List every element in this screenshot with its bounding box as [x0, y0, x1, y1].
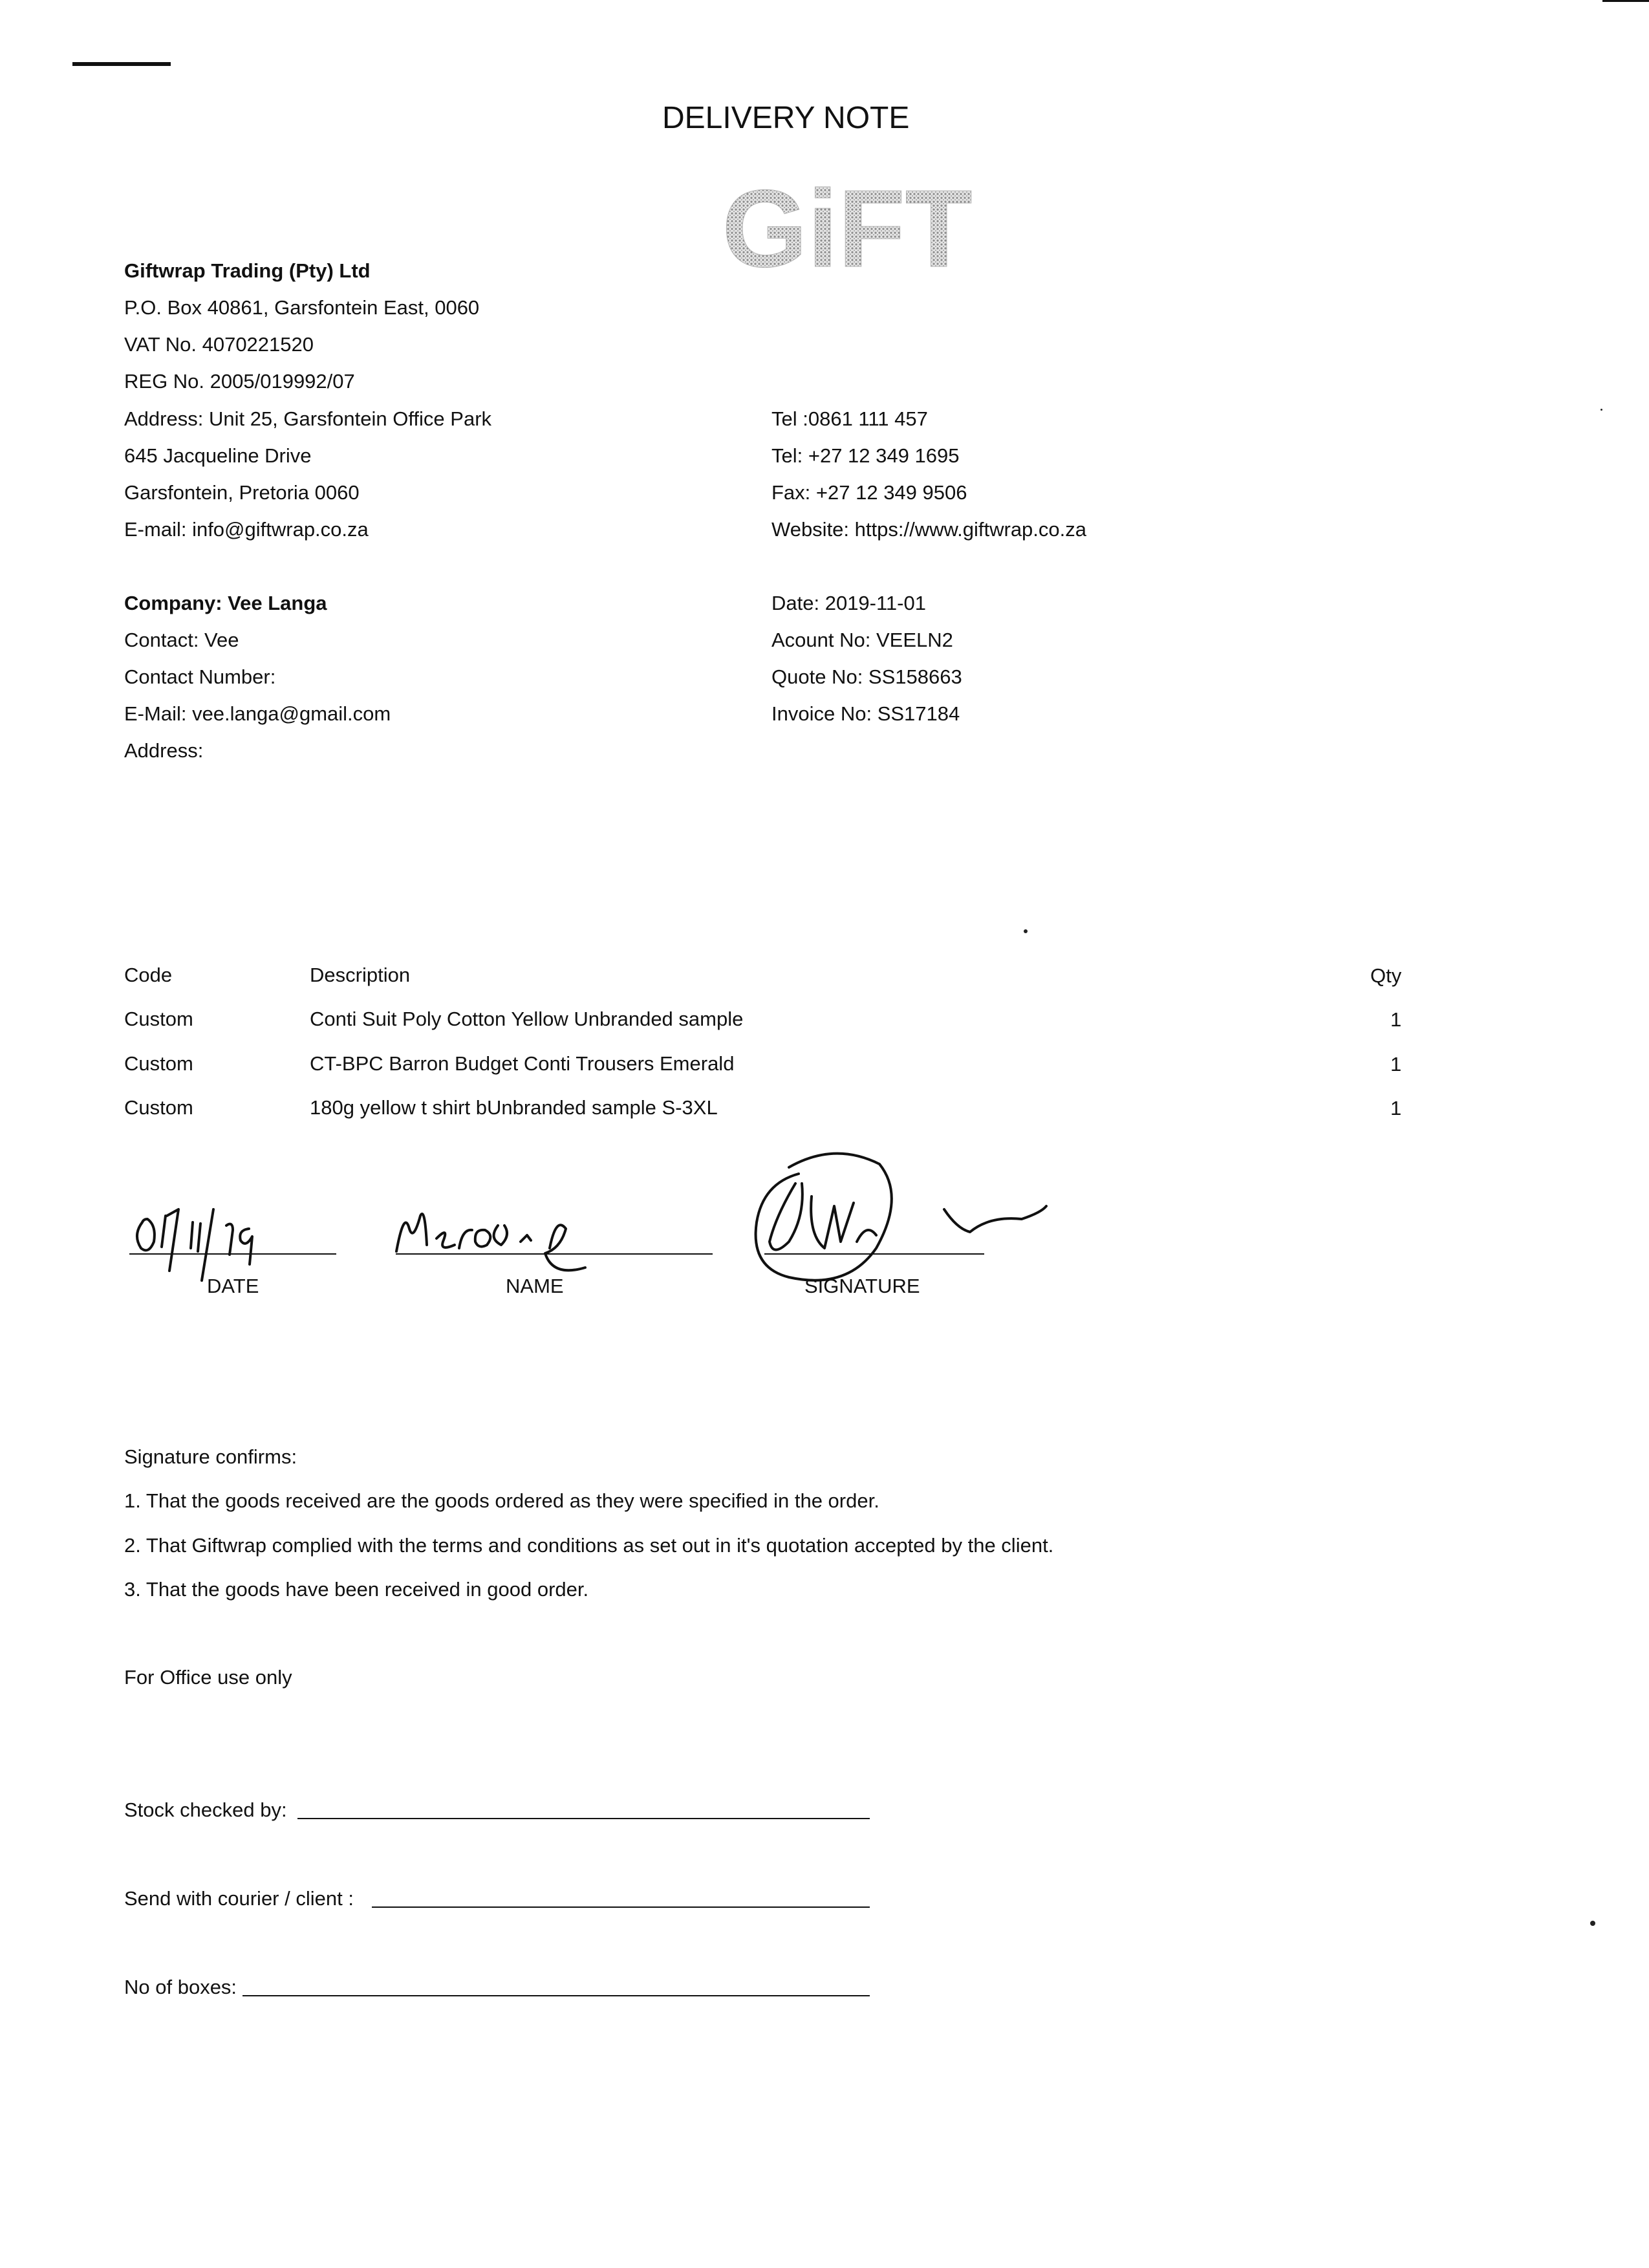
signature-line	[764, 1253, 984, 1255]
row-description: 180g yellow t shirt bUnbranded sample S-3XL	[310, 1096, 718, 1119]
doc-date: Date: 2019-11-01	[771, 592, 926, 614]
supplier-reg: REG No. 2005/019992/07	[124, 370, 355, 393]
scan-mark-top-left	[72, 62, 171, 66]
name-label: NAME	[506, 1275, 564, 1297]
svg-text:GiFT: GiFT	[722, 167, 973, 290]
office-use-heading: For Office use only	[124, 1666, 292, 1689]
supplier-address-line-1: Address: Unit 25, Garsfontein Office Park	[124, 407, 492, 430]
date-signature-line	[129, 1253, 336, 1255]
name-signature-line	[396, 1253, 713, 1255]
supplier-name: Giftwrap Trading (Pty) Ltd	[124, 259, 371, 282]
supplier-po-box: P.O. Box 40861, Garsfontein East, 0060	[124, 296, 480, 319]
scan-speck	[1590, 1921, 1595, 1926]
signature-label: SIGNATURE	[804, 1275, 920, 1297]
contact-website: Website: https://www.giftwrap.co.za	[771, 518, 1087, 541]
row-description: Conti Suit Poly Cotton Yellow Unbranded sample	[310, 1008, 744, 1030]
contact-tel-2: Tel: +27 12 349 1695	[771, 444, 960, 467]
column-header-code: Code	[124, 964, 173, 986]
send-with-label: Send with courier / client :	[124, 1887, 354, 1910]
doc-invoice-no: Invoice No: SS17184	[771, 702, 960, 725]
document-title: DELIVERY NOTE	[662, 101, 910, 135]
customer-email: E-Mail: vee.langa@gmail.com	[124, 702, 391, 725]
doc-account-no: Acount No: VEELN2	[771, 629, 953, 651]
customer-company: Company: Vee Langa	[124, 592, 327, 614]
contact-tel-1: Tel :0861 111 457	[771, 407, 928, 430]
supplier-address-line-2: 645 Jacqueline Drive	[124, 444, 312, 467]
supplier-vat: VAT No. 4070221520	[124, 333, 314, 356]
confirms-item-2: 2. That Giftwrap complied with the terms and conditions as set out in it's quotation accepted by the client.	[124, 1534, 1054, 1557]
handwritten-name	[391, 1190, 663, 1280]
scan-speck	[1024, 929, 1028, 933]
column-header-description: Description	[310, 964, 411, 986]
scan-speck	[1600, 409, 1602, 411]
send-with-line	[372, 1906, 870, 1908]
no-of-boxes-label: No of boxes:	[124, 1976, 237, 1998]
supplier-email: E-mail: info@giftwrap.co.za	[124, 518, 369, 541]
handwritten-date	[129, 1190, 336, 1287]
customer-contact: Contact: Vee	[124, 629, 239, 651]
supplier-address-line-3: Garsfontein, Pretoria 0060	[124, 481, 360, 504]
column-header-qty: Qty	[1370, 964, 1402, 987]
row-qty: 1	[1390, 1053, 1402, 1075]
row-qty: 1	[1390, 1008, 1402, 1031]
row-code: Custom	[124, 1052, 193, 1075]
row-code: Custom	[124, 1096, 193, 1119]
customer-contact-number: Contact Number:	[124, 665, 276, 688]
gift-logo	[722, 167, 973, 290]
confirms-item-1: 1. That the goods received are the goods ordered as they were specified in the order.	[124, 1489, 879, 1512]
no-of-boxes-line	[242, 1995, 870, 1996]
scan-mark-top-right	[1602, 0, 1649, 2]
contact-fax: Fax: +27 12 349 9506	[771, 481, 967, 504]
stock-checked-line	[297, 1818, 870, 1819]
stock-checked-label: Stock checked by:	[124, 1798, 287, 1821]
date-label: DATE	[207, 1275, 259, 1297]
confirms-heading: Signature confirms:	[124, 1445, 297, 1468]
row-description: CT-BPC Barron Budget Conti Trousers Emerald	[310, 1052, 735, 1075]
confirms-item-3: 3. That the goods have been received in good order.	[124, 1578, 589, 1601]
row-qty: 1	[1390, 1097, 1402, 1119]
row-code: Custom	[124, 1008, 193, 1030]
doc-quote-no: Quote No: SS158663	[771, 665, 962, 688]
customer-address: Address:	[124, 739, 204, 762]
